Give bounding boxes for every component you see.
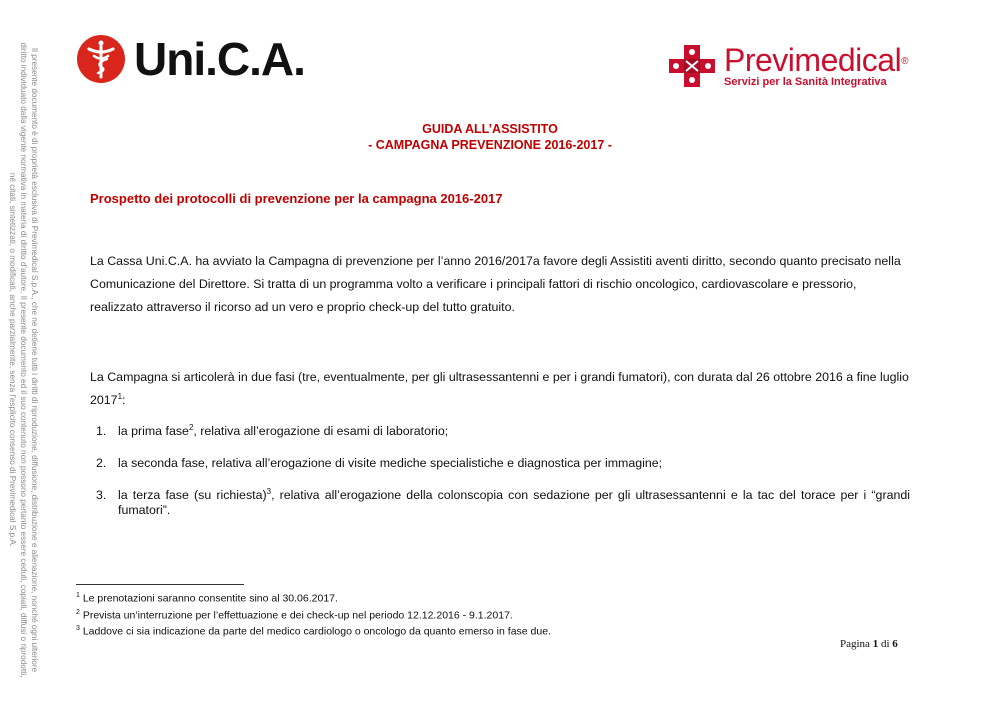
unica-logo — [76, 34, 305, 84]
footnote: $^1$ Le prenotazioni saranno consentite sino al 30.06.2017. — [76, 592, 338, 605]
footnote-ref: 2 — [188, 422, 194, 432]
section-heading: Prospetto dei protocolli di prevenzione per la campagna 2016-2017 — [90, 191, 503, 206]
previmedical-logo-name: Previmedical® — [724, 41, 909, 78]
side-note-line: né citati, sintetizzati, o modificati, anche parzialmente, senza l'esplicito consenso di Previmedical S.p.A. — [8, 172, 17, 548]
title-line-1: GUIDA ALL’ASSISTITO — [422, 122, 558, 136]
page-number: Pagina 1 di 6 — [840, 638, 898, 650]
title-line-2: - CAMPAGNA PREVENZIONE 2016-2017 - — [368, 138, 612, 152]
cross-puzzle-icon — [668, 44, 716, 88]
footnote: $^2$ Prevista un’interruzione per l’effettuazione e dei check-up nel periodo 12.12.2016 - 9.1.2017. — [76, 608, 513, 621]
footnotes — [76, 589, 551, 639]
previmedical-tagline: Servizi per la Sanità Integrativa — [724, 75, 887, 88]
side-note-line: Il presente documento è di proprietà esclusiva di Previmedical S.p.A., che ne detiene tutti i diritti di riproduzione, diffusione, distribuzione e alienazione, nonché ogni ulteriore — [30, 47, 39, 673]
intro-paragraph: La Cassa Uni.C.A. ha avviato la Campagna di prevenzione per l’anno 2016/2017a favore degli Assistiti aventi diritto, secondo quanto precisato nella Comunicazione del Direttore. Si tratta di un programma volto a verificare i principali fattori di rischio oncologico, cardiovascolare e pressorio, realizzato attraverso il ricorso ad un vero e proprio check-up del tutto gratuito. — [90, 254, 901, 314]
copyright-side-note — [6, 40, 40, 680]
phases-paragraph: La Campagna si articolerà in due fasi (tre, eventualmente, per gli ultrasessantenni e per i grandi fumatori), con durata dal 26 ottobre 2016 a fine luglio 2017$^1$: — [90, 370, 909, 407]
caduceus-icon — [76, 34, 126, 84]
footnote-ref: 1 — [117, 391, 123, 401]
footnote-ref: 3 — [266, 486, 272, 496]
list-item: 3. la terza fase (su richiesta)$^3$, relativa all’erogazione della colonscopia con sedazione per gli ultrasessantenni e la tac del torace per i “grandi fumatori”. — [96, 486, 910, 517]
list-item: 2. la seconda fase, relativa all’erogazione di visite mediche specialistiche e diagnostica per immagine; — [96, 456, 663, 470]
side-note-line: diritto individuato dalla vigente normativa in materia di diritto d'autore. Il presente documento ed il suo contenuto non possono pertanto essere ceduti, copiati, diffusi o riprodotti, — [19, 42, 28, 678]
document-title — [230, 121, 750, 153]
unica-logo-name: Uni.C.A. — [134, 33, 305, 85]
footnote: $^3$ Laddove ci sia indicazione da parte del medico cardiologo o oncologo da quanto emerso in fase due. — [76, 625, 551, 638]
footnote-separator — [76, 584, 244, 585]
previmedical-logo — [668, 41, 909, 88]
list-item: 1. la prima fase$^2$, relativa all’erogazione di esami di laboratorio; — [96, 422, 449, 438]
